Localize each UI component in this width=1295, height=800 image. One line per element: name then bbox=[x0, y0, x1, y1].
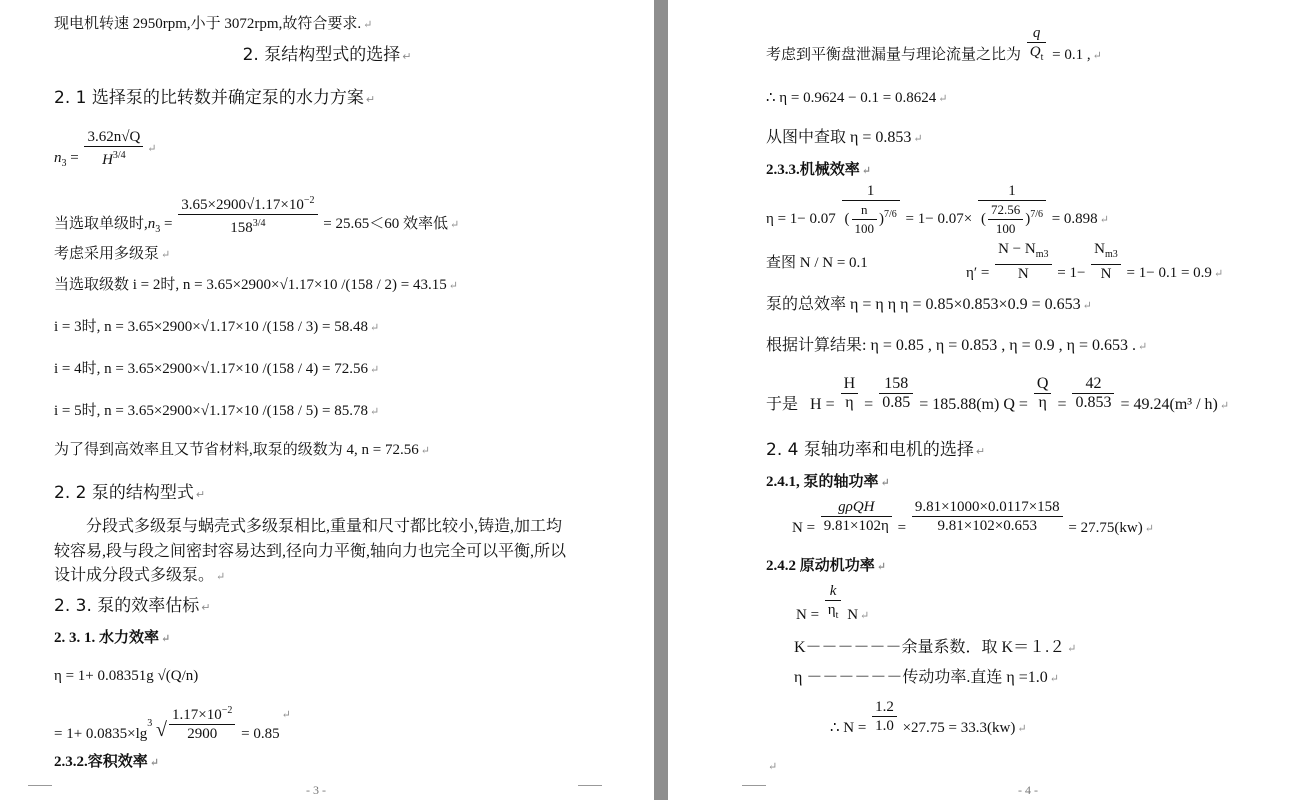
formula-results: 根据计算结果: η = 0.85 , η = 0.853 , η = 0.9 , η = 0.653 . ↵ bbox=[766, 337, 1148, 354]
heading-2-3-2: 2.3.2.容积效率 ↵ bbox=[54, 754, 159, 770]
formula-q-ratio: 考虑到平衡盘泄漏量与理论流量之比为 $\frac{q}{Q_t}$ = 0.1 , $_↵$ bbox=[766, 25, 1102, 63]
formula-i5: i = 5时, n = 3.65×2900×√1.17×10 /(158 / 5) = 85.78 ↵ bbox=[54, 403, 380, 419]
formula-i4: i = 4时, n = 3.65×2900×√1.17×10 /(158 / 4) = 72.56 ↵ bbox=[54, 361, 380, 377]
formula-eta-h: η = 1+ 0.08351g √(Q/n) bbox=[54, 668, 199, 684]
formula-ns: $n_3$ = $\frac{3.62n√Q}{H^{3/4}}$ ↵ bbox=[54, 129, 157, 169]
page-number: - 3 - bbox=[306, 783, 326, 797]
paragraph-line: 较容易,段与段之间密封容易达到,径向力平衡,轴向力也完全可以平衡,所以 bbox=[54, 543, 567, 560]
text-line: 从图中查取 η = 0.853 ↵ bbox=[766, 129, 923, 146]
page-gutter bbox=[654, 0, 668, 800]
page-4 bbox=[668, 0, 1295, 800]
formula-eta-m: η = 1− 0.07 1 ( $\frac{n}{100}$ )$^{7/6}$ = 1− 0.07× 1 ( $\frac{72.56}{100}$ )$^{7/6}$ = 0.898 $_↵$ bbox=[766, 183, 1109, 236]
formula-shaft-power: N = gρQH 9.81×102η = $\frac{9.81\times 1000\times 0.0117\times 158}{9.81\times 102\times 0.653}$ = 27.75(kw) $_↵$ bbox=[792, 499, 1154, 536]
heading-2-3-3: 2.3.3.机械效率 ↵ bbox=[766, 162, 871, 178]
crop-mark bbox=[28, 785, 52, 786]
text-line: K－－－－－－余量系数．取 K＝１.２ ↵ bbox=[794, 639, 1077, 656]
crop-mark bbox=[742, 785, 766, 786]
heading-2-2: 2. 2 泵的结构型式 ↵ bbox=[54, 483, 206, 503]
heading-2-1: 2. 1 选择泵的比转数并确定泵的水力方案 ↵ bbox=[54, 88, 376, 108]
empty-paragraph: ↵ bbox=[768, 761, 778, 773]
formula-ng-result: ∴ N = $\frac{1.2}{1.0}$ ×27.75 = 33.3(kw) $_↵$ bbox=[830, 699, 1027, 736]
page-number: - 4 - bbox=[1018, 783, 1038, 797]
heading-2-4: 2. 4 泵轴功率和电机的选择 ↵ bbox=[766, 440, 986, 460]
formula-ht-qt: 于是 H = $\frac{H}{\eta}$ = $\frac{158}{0.85}$ = 185.88(m) Q = $\frac{Q}{\eta}$ = $\frac{42}{0.853}$ = 49.24(m³ / h) $_↵$ bbox=[766, 375, 1230, 414]
formula-i2: 当选取级数 i = 2时, n = 3.65×2900×√1.17×10 /(158 / 2) = 43.15 ↵ bbox=[54, 277, 458, 293]
formula-eta-h-value: = $1+ 0.0835\times\lg^3$ √ $\frac{1.17\times 10^{-2}}{2900}$ = 0.85↵ bbox=[54, 702, 291, 746]
paragraph-line: 分段式多级泵与蜗壳式多级泵相比,重量和尺寸都比较小,铸造,加工均 bbox=[86, 518, 563, 535]
heading-2-3: 2. 3. 泵的效率估标 ↵ bbox=[54, 596, 211, 616]
text-line: 为了得到高效率且又节省材料,取泵的级数为 4, n = 72.56 ↵ bbox=[54, 442, 430, 458]
formula-single-stage: 当选取单级时$,n_3$ = $\frac{3.65\times 2900√1.17\times 10^{-2}}{158^{3/4}}$ = 25.65＜60 效率低 $_↵$ bbox=[54, 192, 459, 236]
crop-mark bbox=[578, 785, 602, 786]
heading-2-3-1: 2. 3. 1. 水力效率 ↵ bbox=[54, 630, 171, 646]
formula-eta-m-prime: η′ = $\frac{N - N_{m3}}{N}$ = 1− $\frac{N_{m3}}{N}$ = 1− 0.1 = 0.9 $_↵$ bbox=[966, 241, 1224, 282]
heading-2-4-1: 2.4.1, 泵的轴功率 ↵ bbox=[766, 474, 890, 490]
text-line: η －－－－－－传动功率.直连 η =1.0 ↵ bbox=[794, 669, 1059, 686]
formula-ng: N = $\frac{k}{\eta_t}$ N $_↵$ bbox=[796, 583, 870, 623]
heading-2-4-2: 2.4.2 原动机功率 ↵ bbox=[766, 558, 886, 574]
paragraph-line: 设计成分段式多级泵。 ↵ bbox=[54, 567, 226, 584]
text-line: 考虑采用多级泵 ↵ bbox=[54, 246, 171, 262]
formula-i3: i = 3时, n = 3.65×2900×√1.17×10 /(158 / 3) = 58.48 ↵ bbox=[54, 319, 380, 335]
text-line: 现电机转速 2950rpm,小于 3072rpm,故符合要求. ↵ bbox=[54, 16, 373, 32]
formula-total-efficiency: 泵的总效率 η = η η η = 0.85×0.853×0.9 = 0.653 ↵ bbox=[766, 296, 1092, 313]
heading-2: 2. 泵结构型式的选择 ↵ bbox=[242, 45, 412, 65]
formula-eta-v: ∴ η = 0.9624 − 0.1 = 0.8624 ↵ bbox=[766, 90, 948, 106]
formula-nm3: 查图 N / N = 0.1 bbox=[766, 255, 868, 271]
